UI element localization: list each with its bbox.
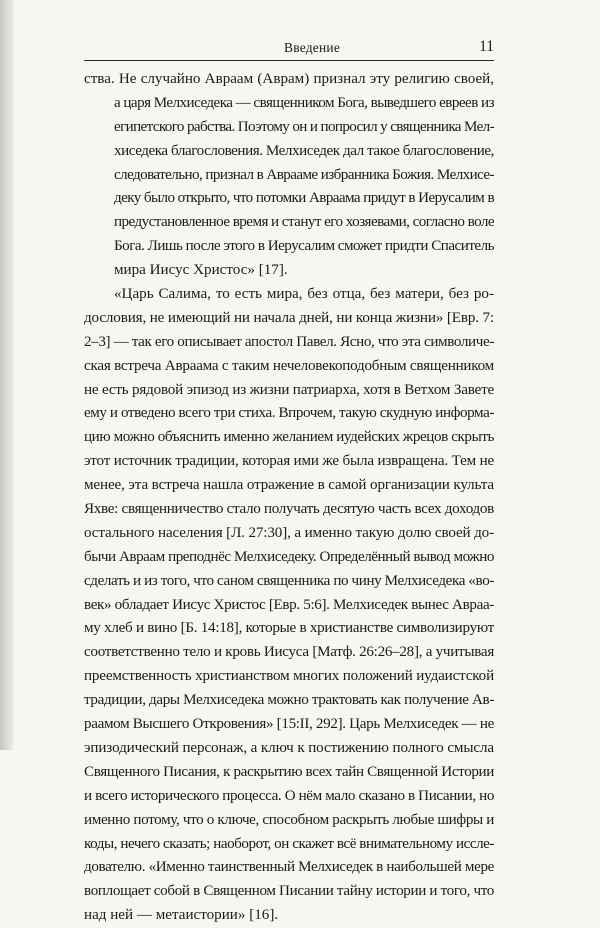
- running-title: Введение: [284, 40, 341, 55]
- page-header: [84, 38, 494, 58]
- text-line: сделать и из того, что саном священника по чину Мелхиседека «во-: [84, 572, 494, 589]
- text-line: деку было открыто, что потомки Авраама придут в Иерусалим в: [114, 190, 494, 207]
- text-line: раамом Высшего Откровения» [15:II, 292]. Царь Мелхиседек — не: [84, 716, 494, 733]
- page-edge-shadow: [0, 0, 14, 750]
- body-text: [84, 68, 494, 928]
- text-line: Священного Писания, к раскрытию всех тайн Священной Истории: [84, 763, 494, 780]
- header-rule: [84, 60, 494, 61]
- text-line: не есть рядовой эпизод из жизни патриарха, хотя в Ветхом Завете: [84, 381, 494, 398]
- text-line: Яхве: священничество стало получать десятую часть всех доходов: [84, 501, 494, 518]
- text-line: му хлеб и вино [Б. 14:18], которые в христианстве символизируют: [84, 620, 494, 637]
- text-line: традиции, дары Мелхиседека можно трактовать как получение Ав-: [84, 692, 494, 709]
- text-line: предустановленное время и станут его хозяевами, согласно воле: [114, 214, 494, 231]
- text-line: бычи Авраам преподнёс Мелхиседеку. Определённый вывод можно: [84, 548, 494, 565]
- text-line: дователю. «Именно таинственный Мелхиседек в наибольшей мере: [84, 859, 494, 876]
- text-line: ская встреча Авраама с таким нечеловекоподобным священником: [84, 357, 494, 374]
- text-line: и всего исторического процесса. О нём мало сказано в Писании, но: [84, 787, 494, 804]
- text-line: этот источник традиции, которая ими же была извращена. Тем не: [84, 453, 494, 470]
- text-line: египетского рабства. Поэтому он и попросил у священника Мел-: [114, 118, 494, 135]
- page-number: 11: [479, 38, 494, 55]
- text-line: цию можно объяснить именно желанием иудейских жрецов скрыть: [84, 429, 494, 446]
- text-line: а царя Мелхиседека — священником Бога, выведшего евреев из: [114, 94, 494, 111]
- text-line: соответственно тело и кровь Иисуса [Матф. 26:26–28], а учитывая: [84, 644, 494, 661]
- text-line: дословия, не имеющий ни начала дней, ни конца жизни» [Евр. 7:: [84, 309, 494, 326]
- text-line: век» обладает Иисус Христос [Евр. 5:6]. Мелхиседек вынес Авраа-: [84, 596, 494, 613]
- text-line: эпизодический персонаж, а ключ к постижению полного смысла: [84, 739, 494, 756]
- text-line: следовательно, признал в Аврааме избранника Божия. Мелхисе-: [114, 166, 494, 183]
- text-line: ства. Не случайно Авраам (Аврам) признал эту религию своей,: [84, 71, 494, 87]
- text-line: над ней — метаистории» [16].: [84, 907, 279, 924]
- text-line: преемственность христианством многих положений иудаистской: [84, 668, 494, 685]
- text-line: именно потому, что о ключе, способном раскрыть любые шифры и: [84, 811, 494, 828]
- text-line: Бога. Лишь после этого в Иерусалим сможет придти Спаситель: [114, 238, 494, 255]
- text-line: «Царь Салима, то есть мира, без отца, без матери, без ро-: [114, 286, 494, 303]
- text-line: воплощает собой в Священном Писании тайну истории и того, что: [84, 883, 494, 900]
- text-line: 2–3] — так его описывает апостол Павел. Ясно, что эта символиче-: [84, 333, 494, 350]
- text-line: мира Иисус Христос» [17].: [114, 262, 288, 279]
- text-line: остального населения [Л. 27:30], а именно такую долю своей до-: [84, 524, 494, 541]
- text-line: коды, нечего сказать; наоборот, он скажет всё внимательному иссле-: [84, 835, 494, 852]
- text-line: ему и отведено всего три стиха. Впрочем, такую скудную информа-: [84, 405, 494, 422]
- text-line: хиседека благословения. Мелхиседек дал такое благословение,: [114, 142, 495, 159]
- text-line: менее, эта встреча нашла отражение в самой организации культа: [84, 477, 494, 494]
